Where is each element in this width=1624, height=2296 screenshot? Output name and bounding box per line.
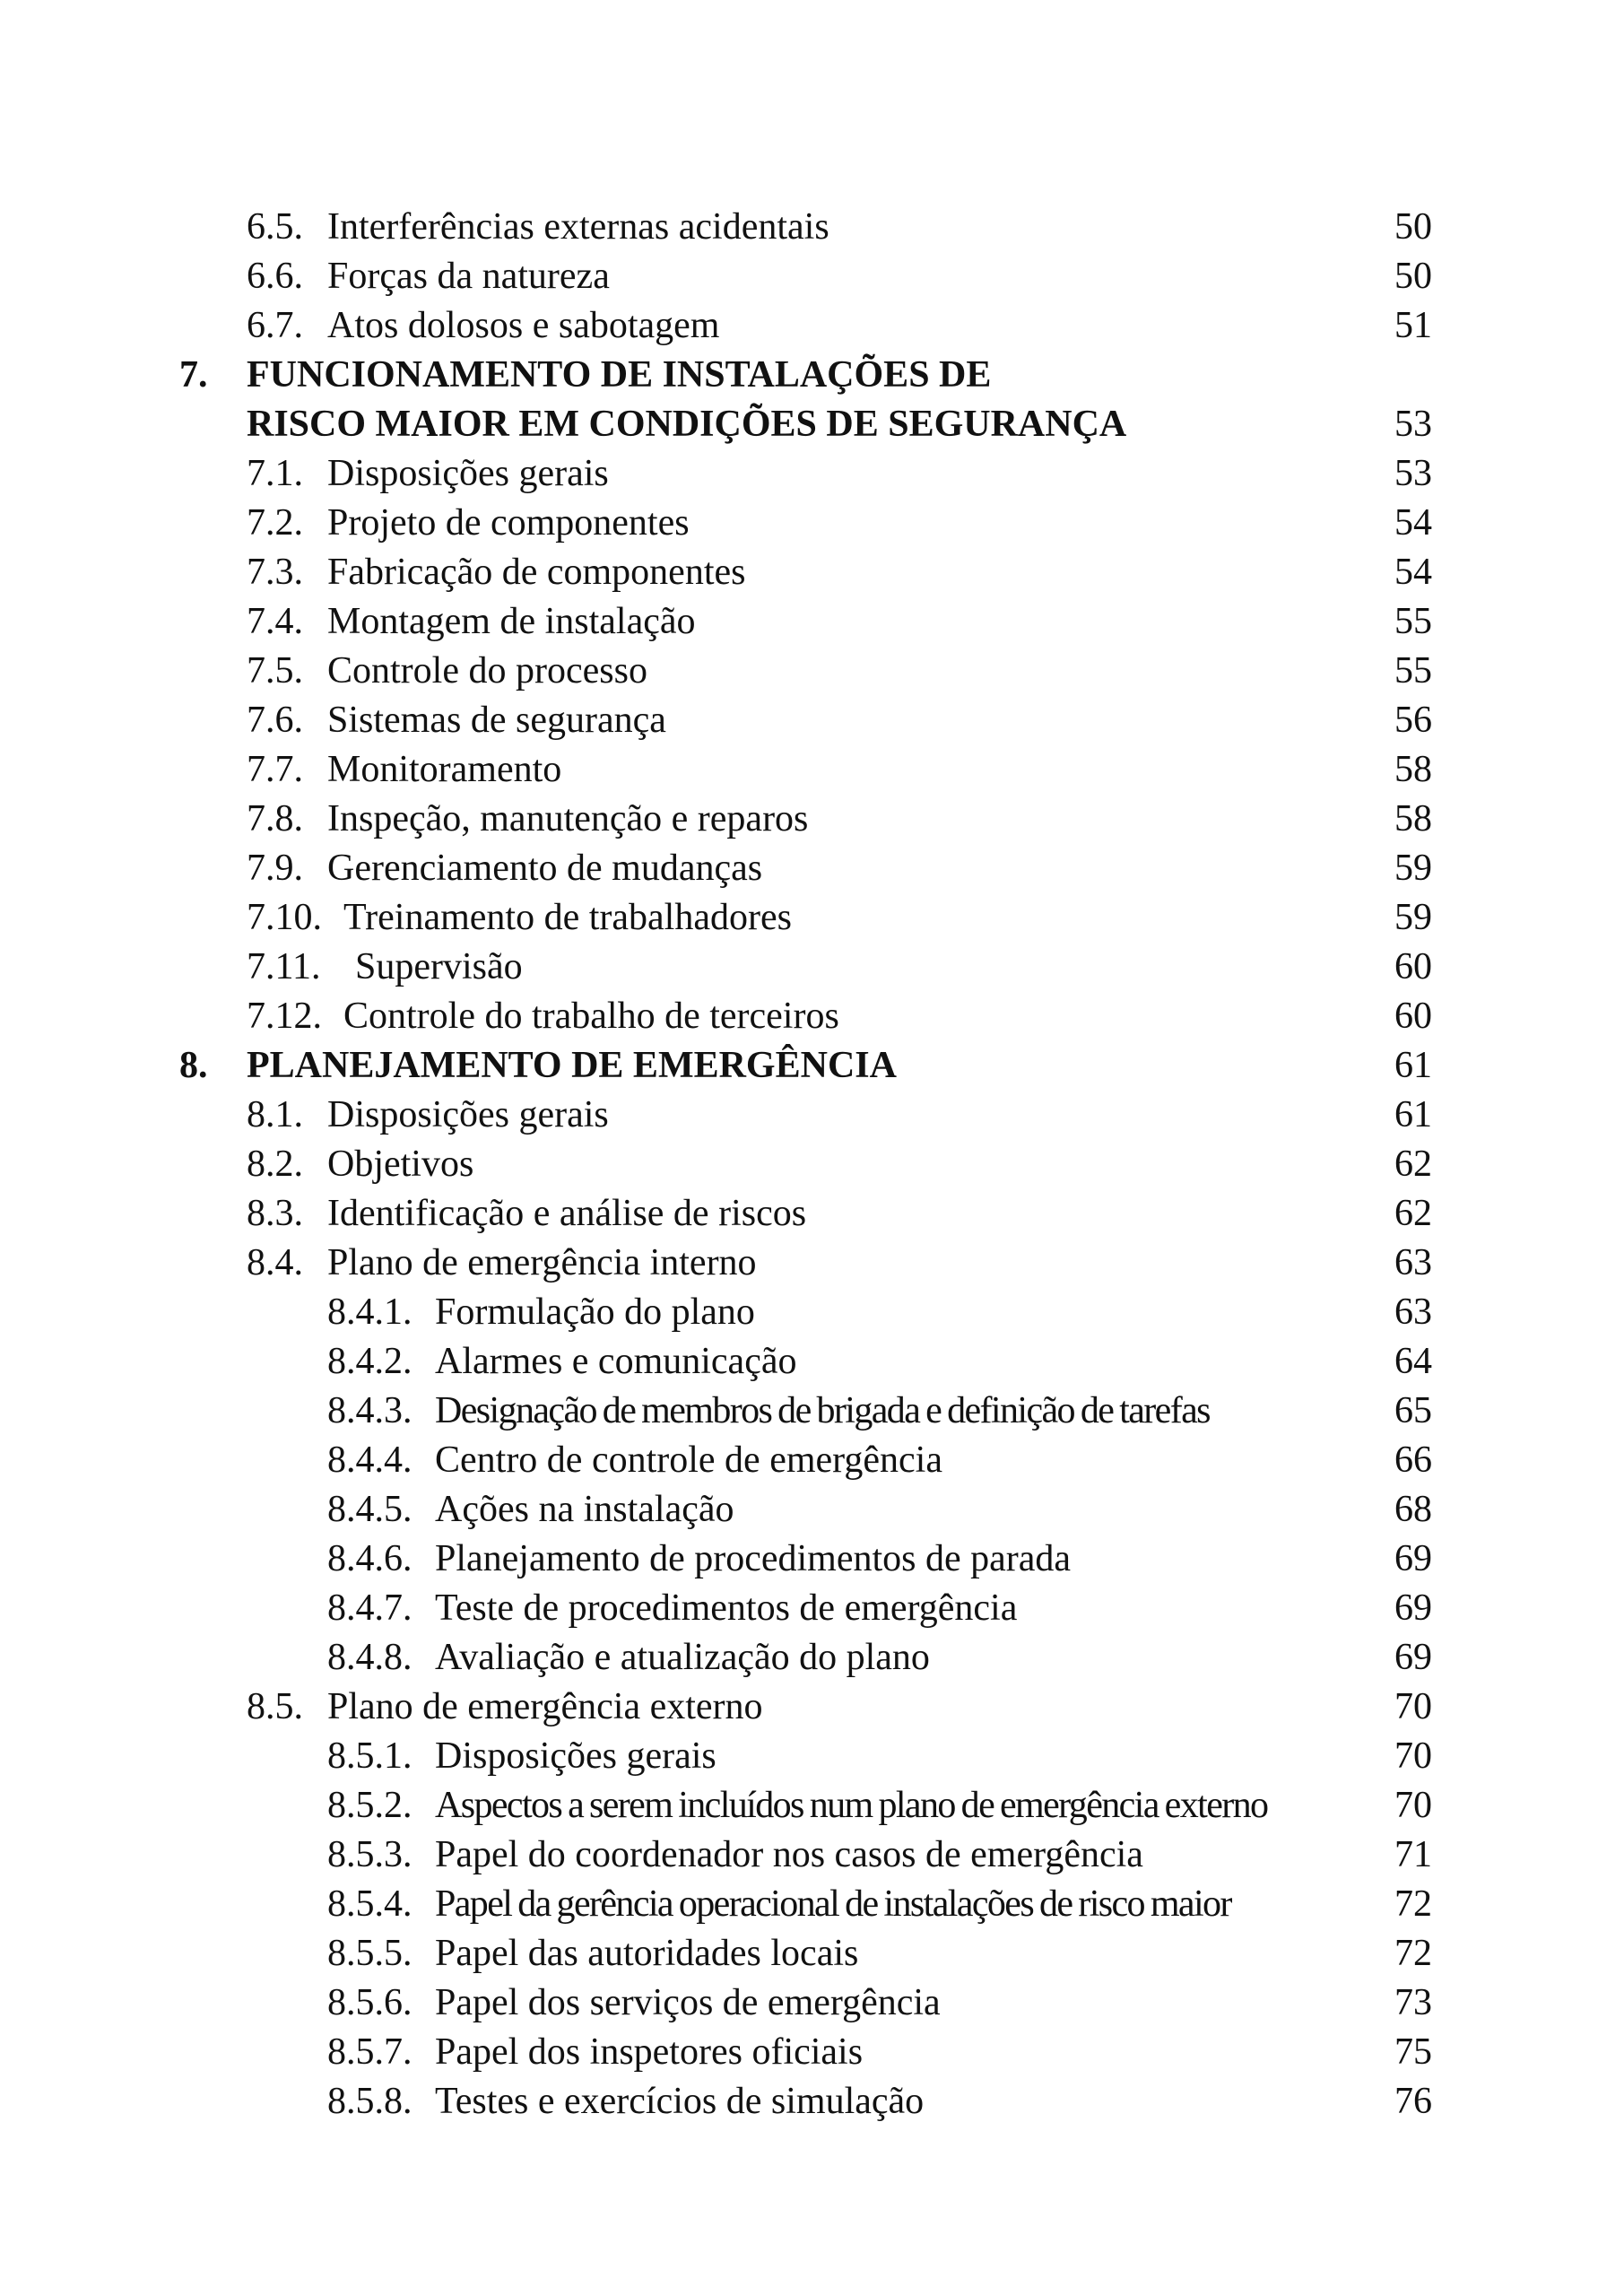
toc-entry <box>0 1091 1624 1140</box>
toc-entry-page: 56 <box>1394 700 1432 741</box>
toc-entry-page: 63 <box>1394 1292 1432 1333</box>
toc-entry-title: Testes e exercícios de simulação <box>435 2081 925 2122</box>
toc-entry-title: RISCO MAIOR EM CONDIÇÕES DE SEGURANÇA <box>247 404 1127 445</box>
toc-entry-title: Sistemas de segurança <box>327 700 666 741</box>
toc-entry-page: 64 <box>1394 1341 1432 1382</box>
toc-entry <box>0 1732 1624 1781</box>
toc-entry-title: Atos dolosos e sabotagem <box>327 305 720 346</box>
toc-entry-page: 70 <box>1394 1785 1432 1826</box>
toc-entry-title: PLANEJAMENTO DE EMERGÊNCIA <box>247 1045 897 1086</box>
toc-entry-title: Papel dos inspetores oficiais <box>435 2031 864 2073</box>
toc-entry-title: Disposições gerais <box>435 1735 716 1777</box>
toc-entry <box>0 1189 1624 1239</box>
toc-entry-number: 8.5.7. <box>327 2031 413 2073</box>
toc-entry-number: 8.3. <box>247 1193 303 1234</box>
toc-entry-number: 7.2. <box>247 502 303 544</box>
toc-entry-title: Montagem de instalação <box>327 601 696 642</box>
toc-chapter-heading <box>0 1041 1624 1091</box>
toc-entry-title: Designação de membros de brigada e definição de tarefas <box>435 1390 1210 1431</box>
toc-entry-page: 50 <box>1394 256 1432 297</box>
toc-entry <box>0 1781 1624 1831</box>
toc-chapter-heading-continued <box>0 400 1624 449</box>
toc-entry-title: Formulação do plano <box>435 1292 755 1333</box>
toc-entry-title: Objetivos <box>327 1144 474 1185</box>
toc-entry-number: 8.5.3. <box>327 1834 413 1875</box>
toc-entry-page: 62 <box>1394 1193 1432 1234</box>
toc-entry-title: Centro de controle de emergência <box>435 1439 942 1481</box>
toc-entry-title: Plano de emergência externo <box>327 1686 763 1727</box>
toc-entry-number: 7.4. <box>247 601 303 642</box>
toc-entry-page: 54 <box>1394 552 1432 593</box>
toc-entry-title: Projeto de componentes <box>327 502 690 544</box>
toc-entry-number: 8.4.4. <box>327 1439 413 1481</box>
toc-entry <box>0 647 1624 696</box>
toc-entry <box>0 2077 1624 2126</box>
toc-entry-title: Treinamento de trabalhadores <box>343 897 792 938</box>
toc-entry-title: Papel do coordenador nos casos de emergência <box>435 1834 1143 1875</box>
toc-entry <box>0 1929 1624 1979</box>
toc-entry-number: 6.5. <box>247 206 303 248</box>
toc-entry-page: 65 <box>1394 1390 1432 1431</box>
toc-entry <box>0 499 1624 548</box>
toc-entry-number: 8.4.5. <box>327 1489 413 1530</box>
toc-entry-page: 54 <box>1394 502 1432 544</box>
toc-entry-number: 8.4.2. <box>327 1341 413 1382</box>
toc-entry <box>0 1288 1624 1337</box>
toc-entry-number: 8.5. <box>247 1686 303 1727</box>
toc-entry-title: Aspectos a serem incluídos num plano de emergência externo <box>435 1785 1268 1826</box>
toc-entry-page: 53 <box>1394 404 1432 445</box>
toc-entry-title: FUNCIONAMENTO DE INSTALAÇÕES DE <box>247 354 992 396</box>
toc-entry-page: 60 <box>1394 946 1432 987</box>
toc-entry-page: 55 <box>1394 650 1432 691</box>
toc-entry-title: Teste de procedimentos de emergência <box>435 1587 1018 1629</box>
toc-entry <box>0 1387 1624 1436</box>
toc-entry-page: 58 <box>1394 798 1432 839</box>
toc-entry-number: 7.12. <box>247 996 322 1037</box>
toc-entry <box>0 2028 1624 2077</box>
toc-entry-number: 8.2. <box>247 1144 303 1185</box>
toc-entry-title: Gerenciamento de mudanças <box>327 848 763 889</box>
toc-entry <box>0 1880 1624 1929</box>
toc-entry <box>0 1683 1624 1732</box>
toc-entry <box>0 893 1624 943</box>
toc-entry-page: 70 <box>1394 1735 1432 1777</box>
toc-entry <box>0 1831 1624 1880</box>
toc-entry-number: 8.5.6. <box>327 1982 413 2023</box>
toc-entry-page: 69 <box>1394 1538 1432 1579</box>
toc-entry-title: Papel dos serviços de emergência <box>435 1982 941 2023</box>
toc-entry-title: Disposições gerais <box>327 1094 609 1135</box>
toc-entry-page: 60 <box>1394 996 1432 1037</box>
toc-entry-title: Identificação e análise de riscos <box>327 1193 807 1234</box>
toc-entry-page: 66 <box>1394 1439 1432 1481</box>
toc-entry-number: 7.1. <box>247 453 303 494</box>
toc-entry-page: 71 <box>1394 1834 1432 1875</box>
toc-entry-page: 59 <box>1394 897 1432 938</box>
toc-entry-number: 7.9. <box>247 848 303 889</box>
toc-entry <box>0 597 1624 647</box>
table-of-contents <box>0 203 1624 2126</box>
toc-entry-number: 7.11. <box>247 946 321 987</box>
toc-entry-number: 6.6. <box>247 256 303 297</box>
toc-entry-title: Fabricação de componentes <box>327 552 746 593</box>
toc-entry <box>0 943 1624 992</box>
toc-entry-page: 61 <box>1394 1094 1432 1135</box>
toc-entry <box>0 203 1624 252</box>
toc-entry-number: 8.5.4. <box>327 1883 413 1925</box>
toc-entry-page: 58 <box>1394 749 1432 790</box>
toc-entry-number: 8.4.6. <box>327 1538 413 1579</box>
toc-entry-number: 8.1. <box>247 1094 303 1135</box>
toc-entry-page: 68 <box>1394 1489 1432 1530</box>
toc-entry-page: 76 <box>1394 2081 1432 2122</box>
toc-entry <box>0 844 1624 893</box>
toc-entry-page: 59 <box>1394 848 1432 889</box>
toc-entry-page: 62 <box>1394 1144 1432 1185</box>
toc-entry-page: 75 <box>1394 2031 1432 2073</box>
toc-entry-number: 7.8. <box>247 798 303 839</box>
toc-entry-title: Plano de emergência interno <box>327 1242 757 1283</box>
toc-entry <box>0 1140 1624 1189</box>
toc-entry-page: 63 <box>1394 1242 1432 1283</box>
toc-entry-page: 72 <box>1394 1883 1432 1925</box>
toc-entry <box>0 1337 1624 1387</box>
toc-entry-number: 7.3. <box>247 552 303 593</box>
toc-entry-number: 7.7. <box>247 749 303 790</box>
toc-entry <box>0 548 1624 597</box>
toc-entry-page: 61 <box>1394 1045 1432 1086</box>
toc-entry <box>0 449 1624 499</box>
toc-entry <box>0 992 1624 1041</box>
toc-entry <box>0 795 1624 844</box>
toc-entry-title: Inspeção, manutenção e reparos <box>327 798 809 839</box>
toc-entry <box>0 1633 1624 1683</box>
toc-entry-page: 51 <box>1394 305 1432 346</box>
toc-entry-page: 73 <box>1394 1982 1432 2023</box>
toc-entry-title: Disposições gerais <box>327 453 609 494</box>
toc-entry-page: 53 <box>1394 453 1432 494</box>
toc-entry-title: Avaliação e atualização do plano <box>435 1637 930 1678</box>
toc-entry-page: 72 <box>1394 1933 1432 1974</box>
toc-entry <box>0 1584 1624 1633</box>
toc-entry <box>0 252 1624 301</box>
toc-entry-number: 8.5.5. <box>327 1933 413 1974</box>
toc-entry-page: 55 <box>1394 601 1432 642</box>
toc-entry-title: Alarmes e comunicação <box>435 1341 797 1382</box>
toc-entry-title: Planejamento de procedimentos de parada <box>435 1538 1072 1579</box>
toc-entry-number: 7. <box>179 354 208 396</box>
toc-entry-number: 8.5.8. <box>327 2081 413 2122</box>
toc-entry-number: 8.4.7. <box>327 1587 413 1629</box>
toc-entry-title: Controle do processo <box>327 650 647 691</box>
toc-entry-number: 8.4.8. <box>327 1637 413 1678</box>
toc-entry-title: Controle do trabalho de terceiros <box>343 996 839 1037</box>
toc-entry <box>0 1979 1624 2028</box>
toc-entry-number: 8.4.1. <box>327 1292 413 1333</box>
toc-entry-title: Forças da natureza <box>327 256 610 297</box>
toc-entry-number: 8.5.2. <box>327 1785 413 1826</box>
toc-entry-title: Papel das autoridades locais <box>435 1933 859 1974</box>
toc-entry-title: Papel da gerência operacional de instalações de risco maior <box>435 1883 1231 1925</box>
toc-entry <box>0 1485 1624 1535</box>
toc-entry-title: Ações na instalação <box>435 1489 734 1530</box>
toc-entry-number: 6.7. <box>247 305 303 346</box>
toc-entry-number: 8.4.3. <box>327 1390 413 1431</box>
toc-entry <box>0 696 1624 745</box>
toc-entry-page: 70 <box>1394 1686 1432 1727</box>
toc-entry-number: 8.5.1. <box>327 1735 413 1777</box>
toc-entry <box>0 1535 1624 1584</box>
toc-chapter-heading <box>0 351 1624 400</box>
toc-entry-number: 8. <box>179 1045 208 1086</box>
toc-entry-number: 8.4. <box>247 1242 303 1283</box>
toc-entry <box>0 301 1624 351</box>
toc-entry <box>0 1436 1624 1485</box>
toc-entry-number: 7.10. <box>247 897 322 938</box>
toc-entry-number: 7.6. <box>247 700 303 741</box>
toc-entry <box>0 745 1624 795</box>
toc-entry-title: Monitoramento <box>327 749 562 790</box>
toc-entry-number: 7.5. <box>247 650 303 691</box>
toc-entry-page: 69 <box>1394 1637 1432 1678</box>
toc-entry-title: Interferências externas acidentais <box>327 206 829 248</box>
toc-entry-title: Supervisão <box>355 946 523 987</box>
toc-entry-page: 50 <box>1394 206 1432 248</box>
toc-entry <box>0 1239 1624 1288</box>
toc-entry-page: 69 <box>1394 1587 1432 1629</box>
